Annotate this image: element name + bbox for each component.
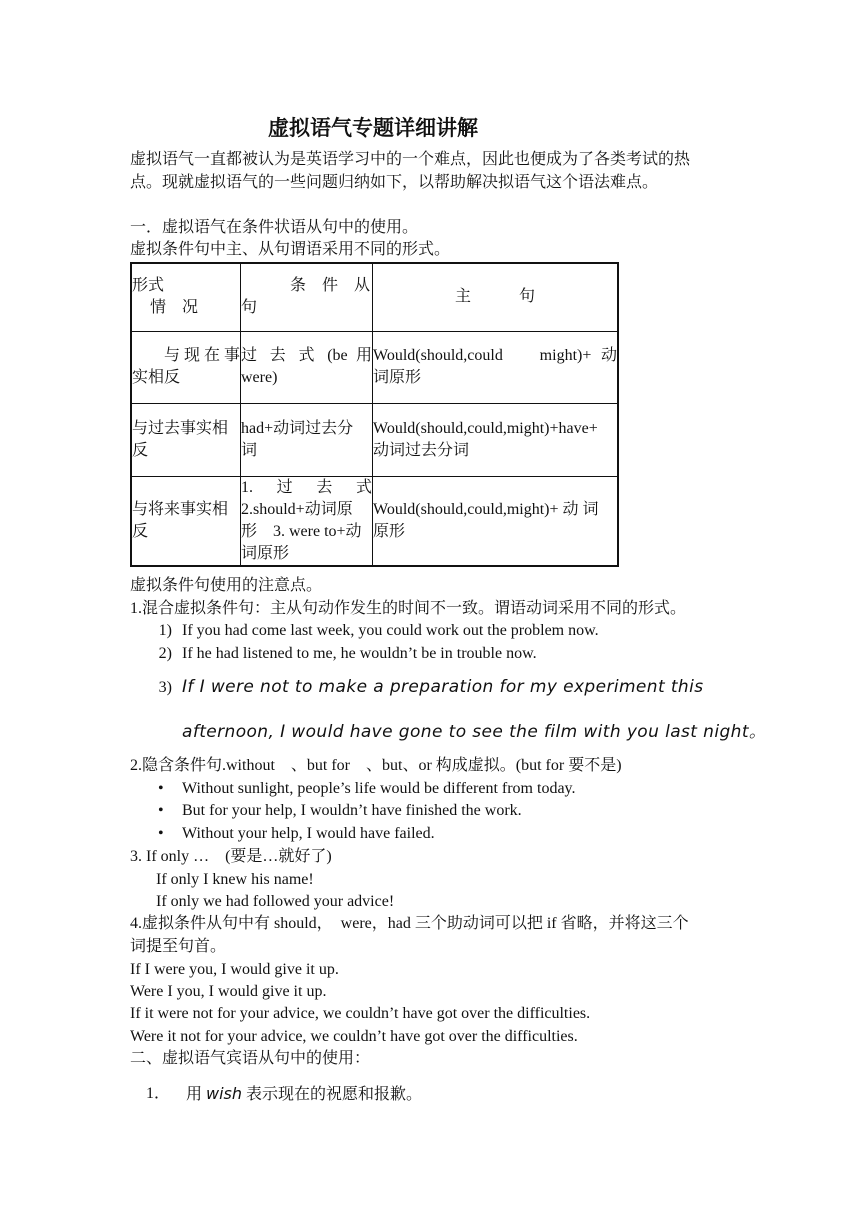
- list-number: 3): [158, 679, 172, 696]
- example-line: If only I knew his name!: [156, 871, 314, 888]
- section2-item: 用 wish 表示现在的祝愿和报歉。: [186, 1084, 423, 1103]
- conditional-forms-table: [130, 262, 619, 567]
- table-header-row: [131, 263, 618, 331]
- row-label-future: 与将来事实相 反: [131, 476, 241, 566]
- page-title: 虚拟语气专题详细讲解: [268, 116, 478, 140]
- bullet-item: Without your help, I would have failed.: [182, 825, 435, 842]
- row-main-past: Would(should,could,might)+have+ 动词过去分词: [373, 403, 619, 476]
- list-item: If you had come last week, you could work out the problem now.: [182, 622, 599, 639]
- example-line: Were I you, I would give it up.: [130, 983, 327, 1000]
- bullet-icon: •: [158, 780, 164, 797]
- bullet-icon: •: [158, 802, 164, 819]
- example-line: Were it not for your advice, we couldn’t have got over the difficulties.: [130, 1028, 578, 1045]
- row-main-present: Would(should,could might)+ 动 词原形: [373, 331, 619, 403]
- row-label-present: 与 现 在 事 实相反: [131, 331, 241, 403]
- example-line: If it were not for your advice, we couldn’t have got over the difficulties.: [130, 1005, 591, 1022]
- section1-heading: 一．虚拟语气在条件状语从句中的使用。: [130, 219, 419, 236]
- header-cell-form: 形式 情 况: [131, 263, 241, 331]
- bullet-icon: •: [158, 825, 164, 842]
- example-line: If only we had followed your advice!: [156, 893, 395, 910]
- section2-item-number: 1．: [146, 1085, 171, 1102]
- table-row: [131, 331, 618, 403]
- list-item-handwritten-continued: afternoon, I would have gone to see the film with you last night。: [182, 722, 767, 742]
- table-row: [131, 476, 618, 566]
- row-condition-future: 1. 过 去 式 2.should+动词原 形 3. were to+动 词原形: [241, 476, 373, 566]
- bullet-item: But for your help, I wouldn’t have finished the work.: [182, 802, 522, 819]
- note4-heading-continued: 词提至句首。: [130, 938, 227, 955]
- row-main-future: Would(should,could,might)+ 动 词 原形: [373, 476, 619, 566]
- list-item: If he had listened to me, he wouldn’t be in trouble now.: [182, 645, 537, 662]
- note1-heading: 1.混合虚拟条件句：主从句动作发生的时间不一致。谓语动词采用不同的形式。: [130, 600, 687, 617]
- note3-heading: 3. If only … (要是…就好了): [130, 848, 332, 865]
- header-cell-condition: 条 件 从 句: [241, 263, 373, 331]
- section2-heading: 二、虚拟语气宾语从句中的使用：: [130, 1050, 371, 1067]
- row-label-past: 与过去事实相 反: [131, 403, 241, 476]
- notes-heading: 虚拟条件句使用的注意点。: [130, 577, 323, 594]
- bullet-item: Without sunlight, people’s life would be different from today.: [182, 780, 576, 797]
- note2-heading: 2.隐含条件句.without 、but for 、but、or 构成虚拟。(but for 要不是): [130, 757, 622, 774]
- row-condition-present: 过 去 式 (be 用 were): [241, 331, 373, 403]
- wish-word: wish: [206, 1084, 243, 1103]
- intro-line-1: 虚拟语气一直都被认为是英语学习中的一个难点，因此也便成为了各类考试的热: [130, 151, 691, 168]
- header-cell-main: 主 句: [373, 263, 619, 331]
- list-item-handwritten: If I were not to make a preparation for my experiment this: [182, 677, 704, 697]
- example-line: If I were you, I would give it up.: [130, 961, 339, 978]
- table-row: [131, 403, 618, 476]
- section1-subheading: 虚拟条件句中主、从句谓语采用不同的形式。: [130, 241, 451, 258]
- list-number: 1): [158, 622, 172, 639]
- note4-heading: 4.虚拟条件从句中有 should， were，had 三个助动词可以把 if 省略，并将这三个: [130, 915, 689, 932]
- list-number: 2): [158, 645, 172, 662]
- intro-line-2: 点。现就虚拟语气的一些问题归纳如下，以帮助解决拟语气这个语法难点。: [130, 174, 659, 191]
- row-condition-past: had+动词过去分 词: [241, 403, 373, 476]
